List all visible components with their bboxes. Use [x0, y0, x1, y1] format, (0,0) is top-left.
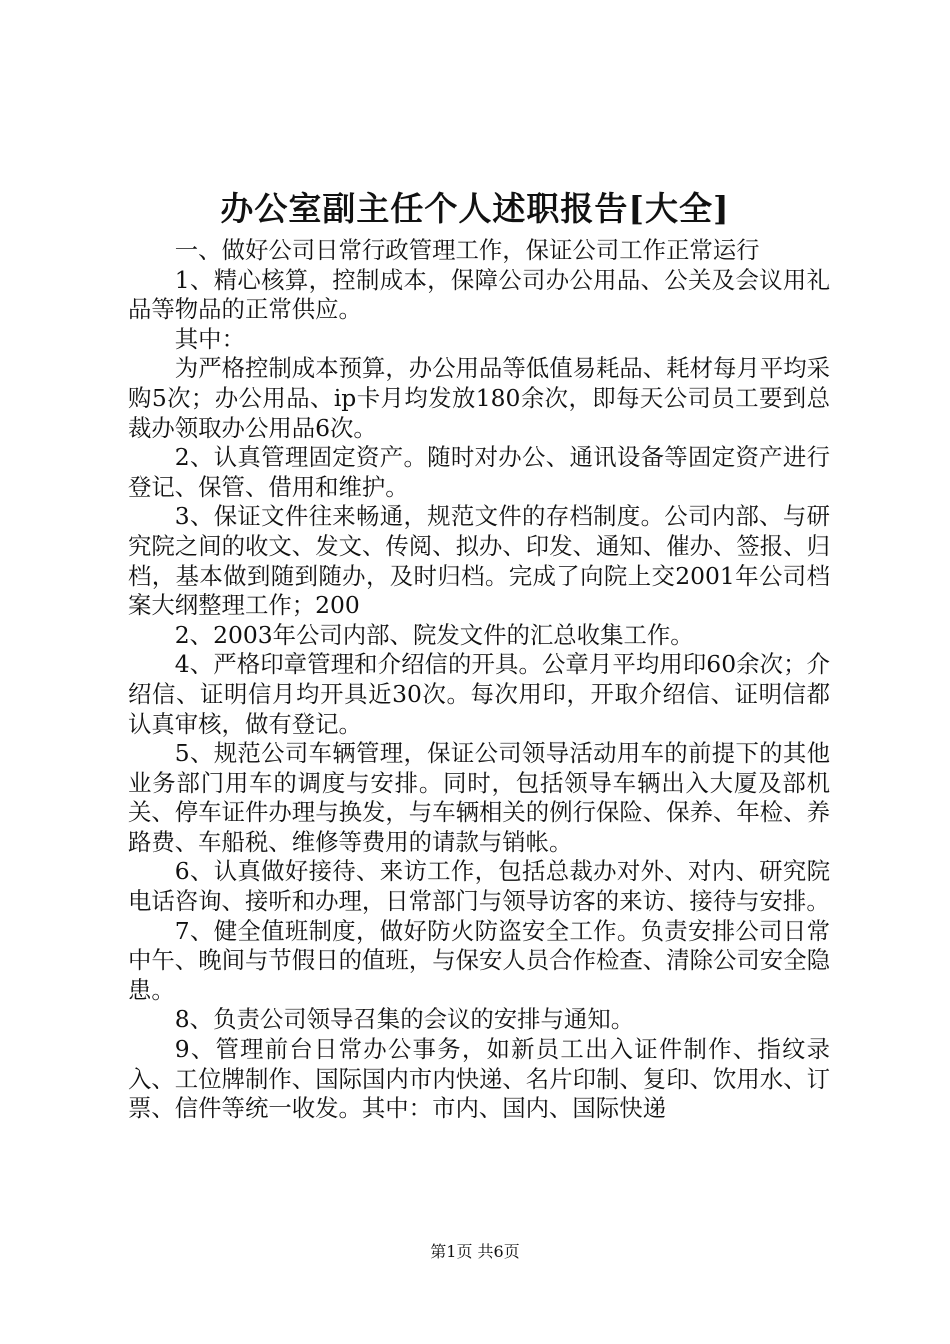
paragraph: 3、保证文件往来畅通，规范文件的存档制度。公司内部、与研究院之间的收文、发文、传阅、拟办、印发、通知、催办、签报、归档，基本做到随到随办，及时归档。完成了向院上交2001年公司档案大纲整理工作；200: [128, 502, 830, 620]
paragraph: 2、2003年公司内部、院发文件的汇总收集工作。: [174, 620, 694, 649]
paragraph: 2、认真管理固定资产。随时对办公、通讯设备等固定资产进行登记、保管、借用和维护。: [128, 443, 830, 501]
paragraph: 4、严格印章管理和介绍信的开具。公章月平均用印60余次；介绍信、证明信月均开具近30次。每次用印，开取介绍信、证明信都认真审核，做有登记。: [128, 650, 830, 738]
paragraph: 5、规范公司车辆管理，保证公司领导活动用车的前提下的其他业务部门用车的调度与安排。同时，包括领导车辆出入大厦及部机关、停车证件办理与换发，与车辆相关的例行保险、保养、年检、养路费、车船税、维修等费用的请款与销帐。: [128, 739, 830, 856]
paragraph: 一、做好公司日常行政管理工作，保证公司工作正常运行: [174, 236, 760, 264]
paragraph: 为严格控制成本预算，办公用品等低值易耗品、耗材每月平均采购5次；办公用品、ip卡月均发放180余次，即每天公司员工要到总裁办领取办公用品6次。: [128, 354, 830, 442]
paragraph: 9、管理前台日常办公事务，如新员工出入证件制作、指纹录入、工位牌制作、国际国内市内快递、名片印制、复印、饮用水、订票、信件等统一收发。其中：市内、国内、国际快递: [128, 1035, 830, 1123]
paragraph: 1、精心核算，控制成本，保障公司办公用品、公关及会议用礼品等物品的正常供应。: [128, 265, 830, 324]
document-title: 办公室副主任个人述职报告[大全]: [220, 189, 730, 228]
paragraph: 7、健全值班制度，做好防火防盗安全工作。负责安排公司日常中午、晚间与节假日的值班，与保安人员合作检查、清除公司安全隐患。: [128, 916, 830, 1004]
paragraph: 6、认真做好接待、来访工作，包括总裁办对外、对内、研究院电话咨询、接听和办理，日常部门与领导访客的来访、接待与安排。: [128, 857, 830, 916]
paragraph: 其中：: [174, 324, 245, 353]
paragraph: 8、负责公司领导召集的会议的安排与通知。: [174, 1005, 635, 1034]
document-body: [128, 236, 830, 1124]
page-footer: 第1页 共6页: [430, 1242, 520, 1261]
